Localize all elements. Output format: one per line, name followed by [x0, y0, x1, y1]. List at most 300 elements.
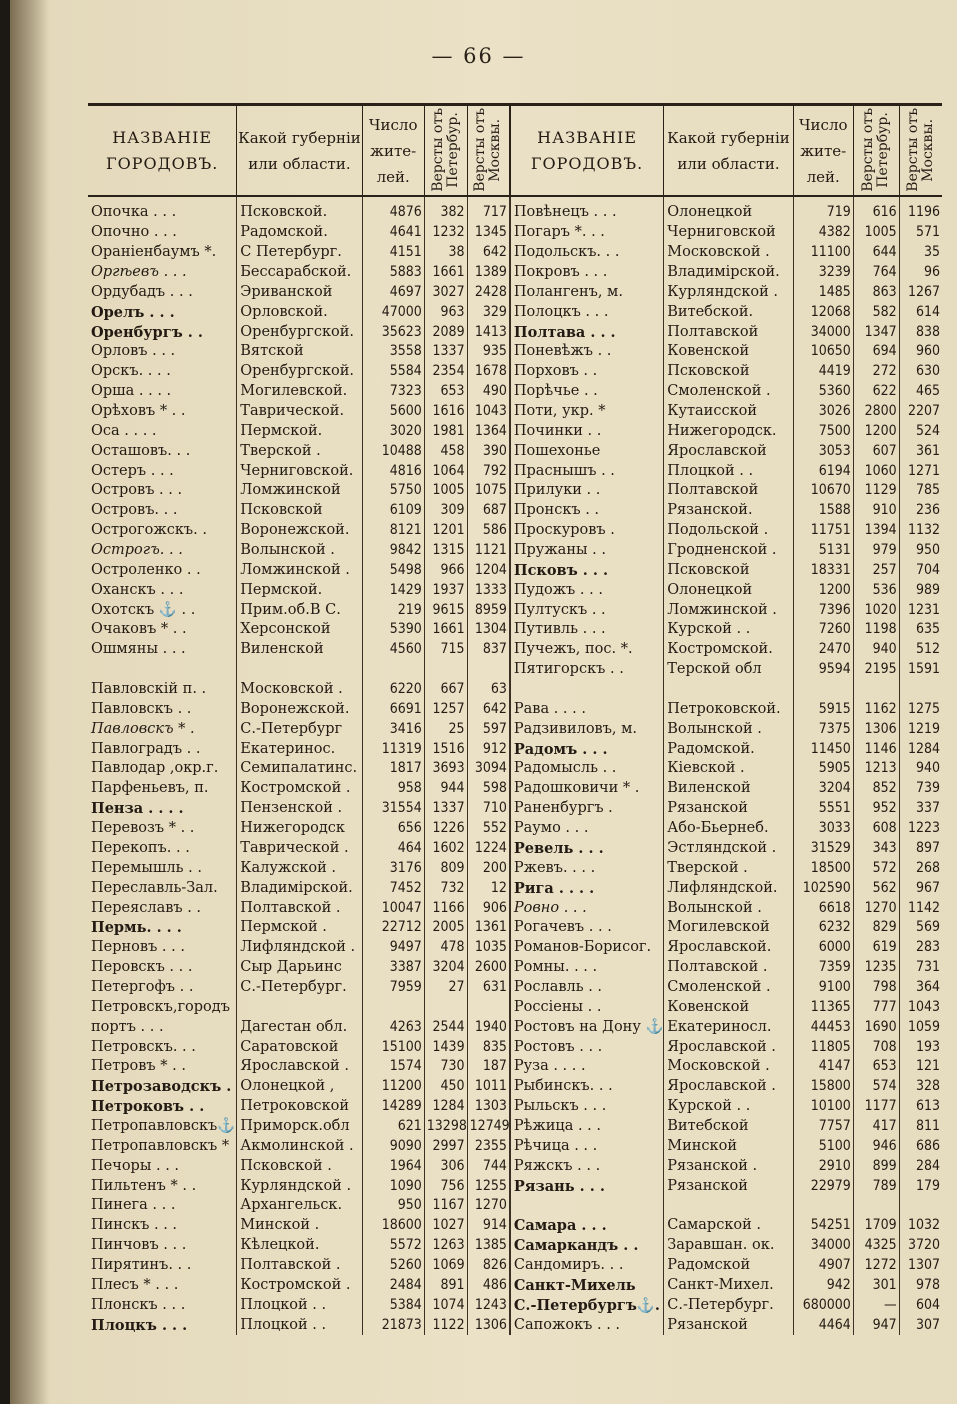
town-name-left: Острогожскъ. . [91, 522, 207, 539]
town-name-left: Орелъ . . . [91, 303, 175, 321]
versts-spb-right: 708 [853, 1037, 899, 1057]
towns-table [88, 103, 942, 1335]
province-right: Костромской. [664, 640, 793, 660]
town-name-right: Пронскъ . . [510, 501, 664, 521]
versts-spb-right: 863 [853, 282, 899, 302]
town-name-right: Ровно . . . [510, 898, 664, 918]
province-right: Подольской . [664, 521, 793, 541]
town-name-left: Остроленко . . [91, 561, 201, 578]
versts-msk-right: 604 [899, 1295, 942, 1315]
province-left: Костромской . [237, 1275, 362, 1295]
table-row [88, 1256, 942, 1276]
population-left: 5498 [362, 560, 424, 580]
versts-msk-right: 1059 [899, 1017, 942, 1037]
population-right: 54251 [793, 1216, 853, 1236]
versts-spb-left: 1263 [424, 1236, 467, 1256]
town-name-left: Петрозаводскъ . [91, 1078, 232, 1096]
versts-msk-left: 598 [467, 779, 510, 799]
versts-msk-left: 8959 [467, 600, 510, 620]
versts-spb-left: 1284 [424, 1097, 467, 1117]
town-name-right: Рига . . . . [510, 878, 664, 898]
versts-msk-left: 597 [467, 719, 510, 739]
versts-msk-left: 826 [467, 1256, 510, 1276]
versts-msk-right: 1032 [899, 1216, 942, 1236]
versts-msk-left: 586 [467, 521, 510, 541]
population-right: 3239 [793, 263, 853, 283]
versts-spb-left: 1257 [424, 699, 467, 719]
table-row [88, 441, 942, 461]
header-name-2: НАЗВАНІЕ ГОРОДОВЪ. [510, 105, 664, 197]
province-right: Петроковской. [664, 699, 793, 719]
versts-msk-right: 268 [899, 858, 942, 878]
population-left: 5584 [362, 362, 424, 382]
versts-msk-right: 512 [899, 640, 942, 660]
province-left: Орловской. [237, 302, 362, 322]
population-right: 5360 [793, 382, 853, 402]
town-name-left: Пирятинъ. . . [91, 1256, 192, 1273]
versts-msk-left: 1204 [467, 560, 510, 580]
versts-msk-left: 1413 [467, 322, 510, 342]
province-right: Волынской . [664, 898, 793, 918]
province-left: Минской . [237, 1216, 362, 1236]
versts-spb-left: 1661 [424, 620, 467, 640]
population-right: 10100 [793, 1097, 853, 1117]
versts-spb-right: 947 [853, 1315, 899, 1335]
province-left: Прим.об.В С. [237, 600, 362, 620]
table-row [88, 342, 942, 362]
population-left: 5572 [362, 1236, 424, 1256]
population-right: 34000 [793, 322, 853, 342]
versts-spb-left: 715 [424, 640, 467, 660]
table-row [88, 719, 942, 739]
versts-msk-left: 642 [467, 243, 510, 263]
province-left: Радомской. [237, 223, 362, 243]
table-row [88, 858, 942, 878]
versts-spb-left: 1064 [424, 461, 467, 481]
town-name-left: Парфеньевъ, п. [91, 780, 209, 797]
town-name-right: Сапожокъ . . . [510, 1315, 664, 1335]
versts-spb-right: 1162 [853, 699, 899, 719]
province-right: Виленской [664, 779, 793, 799]
versts-spb-left: 732 [424, 878, 467, 898]
province-left: Могилевской. [237, 382, 362, 402]
town-name-right: Ржевъ. . . . [510, 858, 664, 878]
town-name-right: Романов-Борисог. [510, 938, 664, 958]
versts-spb-left: 1069 [424, 1256, 467, 1276]
population-left: 5384 [362, 1295, 424, 1315]
versts-msk-right: 283 [899, 938, 942, 958]
town-name-left: Оса . . . . [91, 422, 157, 439]
town-name-right: Рогачевъ . . . [510, 918, 664, 938]
province-left: Семипалатинс. [237, 759, 362, 779]
versts-spb-right: 798 [853, 978, 899, 998]
versts-msk-left: 1678 [467, 362, 510, 382]
versts-spb-right: 1347 [853, 322, 899, 342]
town-name-right: Повѣнецъ . . . [510, 196, 664, 223]
versts-msk-right: 569 [899, 918, 942, 938]
versts-spb-left: 3693 [424, 759, 467, 779]
versts-msk-right [899, 1196, 942, 1216]
table-row [88, 839, 942, 859]
town-name-right: Рѣжица . . . [510, 1117, 664, 1137]
population-left: 9497 [362, 938, 424, 958]
population-right: 12068 [793, 302, 853, 322]
versts-msk-right: 1043 [899, 997, 942, 1017]
province-left: Олонецкой , [237, 1077, 362, 1097]
versts-msk-left: 187 [467, 1057, 510, 1077]
versts-msk-right: 811 [899, 1117, 942, 1137]
versts-msk-left: 2428 [467, 282, 510, 302]
versts-msk-right: 179 [899, 1176, 942, 1196]
town-name-left: Оргѣевъ . . . [91, 264, 187, 280]
town-name-left: Орша . . . . [91, 383, 172, 400]
population-left: 4151 [362, 243, 424, 263]
town-name-left: Пермь. . . . [91, 919, 182, 937]
town-name-left: Плонскъ . . . [91, 1296, 186, 1313]
header-name: НАЗВАНІЕ ГОРОДОВЪ. [88, 105, 237, 197]
versts-spb-left: 1981 [424, 421, 467, 441]
versts-spb-right: 608 [853, 819, 899, 839]
population-right: 34000 [793, 1236, 853, 1256]
versts-spb-left: 13298 [424, 1117, 467, 1137]
versts-msk-left: 687 [467, 501, 510, 521]
population-right: 4907 [793, 1256, 853, 1276]
versts-msk-left: 552 [467, 819, 510, 839]
versts-spb-right: 257 [853, 560, 899, 580]
table-row [88, 243, 942, 263]
versts-spb-right: 417 [853, 1117, 899, 1137]
versts-spb-left: 478 [424, 938, 467, 958]
versts-spb-right: 1394 [853, 521, 899, 541]
versts-msk-right: 950 [899, 541, 942, 561]
town-name-right: Руза . . . . [510, 1057, 664, 1077]
table-row [88, 196, 942, 223]
versts-spb-left: 1201 [424, 521, 467, 541]
versts-spb-left: 458 [424, 441, 467, 461]
town-name-left: Очаковъ * . . [91, 621, 187, 638]
population-right: 5131 [793, 541, 853, 561]
town-name-right: Ревель . . . [510, 839, 664, 859]
versts-msk-right: 1223 [899, 819, 942, 839]
versts-msk-left: 490 [467, 382, 510, 402]
versts-msk-right: 1275 [899, 699, 942, 719]
population-left: 35623 [362, 322, 424, 342]
town-name-right: Подольскъ. . . [510, 243, 664, 263]
versts-spb-right: 622 [853, 382, 899, 402]
versts-spb-left: 1166 [424, 898, 467, 918]
versts-spb-right: 1272 [853, 1256, 899, 1276]
population-left: 3416 [362, 719, 424, 739]
town-name-right: Пятигорскъ . . [510, 660, 664, 680]
town-name-left: Пинчовъ . . . [91, 1237, 187, 1254]
province-right: Лифляндской. [664, 878, 793, 898]
population-right: 10670 [793, 481, 853, 501]
table-row [88, 1295, 942, 1315]
population-left: 4263 [362, 1017, 424, 1037]
population-left: 1090 [362, 1176, 424, 1196]
town-name-right: Полоцкъ . . . [510, 302, 664, 322]
versts-spb-left: 1937 [424, 580, 467, 600]
versts-spb-left: 809 [424, 858, 467, 878]
versts-msk-left: 835 [467, 1037, 510, 1057]
town-name-right: Пудожъ . . . [510, 580, 664, 600]
versts-spb-right: 946 [853, 1136, 899, 1156]
versts-msk-right: 1284 [899, 739, 942, 759]
table-row [88, 1117, 942, 1137]
versts-msk-right: 630 [899, 362, 942, 382]
province-right: Гродненской . [664, 541, 793, 561]
population-left: 621 [362, 1117, 424, 1137]
population-right: 5551 [793, 799, 853, 819]
population-left: 5390 [362, 620, 424, 640]
town-name-left: Оренбургъ . . [91, 323, 203, 341]
population-left: 464 [362, 839, 424, 859]
province-left: Черниговской. [237, 461, 362, 481]
versts-spb-left: 2354 [424, 362, 467, 382]
town-name-right: Ростовъ на Дону ⚓ [510, 1017, 664, 1037]
town-name-left: Опочка . . . [91, 204, 177, 221]
province-left: Московской . [237, 680, 362, 700]
versts-spb-left: 891 [424, 1275, 467, 1295]
versts-msk-left: 1121 [467, 541, 510, 561]
versts-msk-left: 744 [467, 1156, 510, 1176]
versts-spb-right: 1709 [853, 1216, 899, 1236]
town-name-right: Проскуровъ . [510, 521, 664, 541]
versts-spb-right: 572 [853, 858, 899, 878]
table-row [88, 1077, 942, 1097]
town-name-left: Орловъ . . . [91, 343, 176, 360]
versts-spb-left: 3204 [424, 958, 467, 978]
province-left: Эриванской [237, 282, 362, 302]
province-left: Костромской . [237, 779, 362, 799]
province-right: Минской [664, 1136, 793, 1156]
province-right: Рязанской [664, 799, 793, 819]
versts-msk-right: 613 [899, 1097, 942, 1117]
population-right: 11751 [793, 521, 853, 541]
table-row [88, 898, 942, 918]
versts-spb-left: 27 [424, 978, 467, 998]
town-name-right: Починки . . [510, 421, 664, 441]
versts-spb-right: 607 [853, 441, 899, 461]
population-left: 8121 [362, 521, 424, 541]
province-left: Волынской . [237, 541, 362, 561]
versts-spb-right: — [853, 1295, 899, 1315]
province-left: Владимірской. [237, 878, 362, 898]
versts-msk-left: 1306 [467, 1315, 510, 1335]
versts-msk-left: 1345 [467, 223, 510, 243]
province-left: Пермской. [237, 421, 362, 441]
town-name-right: Ряжскъ . . . [510, 1156, 664, 1176]
versts-msk-left: 12 [467, 878, 510, 898]
versts-msk-left [467, 660, 510, 680]
town-name-right: Поти, укр. * [510, 402, 664, 422]
population-right: 7500 [793, 421, 853, 441]
population-left: 15100 [362, 1037, 424, 1057]
population-right: 5100 [793, 1136, 853, 1156]
versts-spb-right: 536 [853, 580, 899, 600]
versts-msk-right: 96 [899, 263, 942, 283]
versts-msk-right: 739 [899, 779, 942, 799]
table-row [88, 481, 942, 501]
province-left [237, 997, 362, 1017]
population-left: 9842 [362, 541, 424, 561]
population-right: 22979 [793, 1176, 853, 1196]
province-left: Кѣлецкой. [237, 1236, 362, 1256]
population-left: 10047 [362, 898, 424, 918]
town-name-right: Полангенъ, м. [510, 282, 664, 302]
town-name-right: Порѣчье . . [510, 382, 664, 402]
population-left: 6691 [362, 699, 424, 719]
versts-msk-right: 1142 [899, 898, 942, 918]
town-name-right: Радомысль . . [510, 759, 664, 779]
province-right: Московской . [664, 243, 793, 263]
town-name-left: Перовскъ . . . [91, 959, 193, 976]
province-left: Псковской. [237, 196, 362, 223]
province-right: Кіевской . [664, 759, 793, 779]
province-right: Рязанской [664, 1176, 793, 1196]
versts-spb-left: 3027 [424, 282, 467, 302]
versts-msk-left: 631 [467, 978, 510, 998]
population-left: 3176 [362, 858, 424, 878]
province-right: Курской . . [664, 620, 793, 640]
table-row [88, 521, 942, 541]
population-right: 7359 [793, 958, 853, 978]
town-name-right: Самара . . . [510, 1216, 664, 1236]
town-name-right: Пружаны . . [510, 541, 664, 561]
population-right: 9100 [793, 978, 853, 998]
province-right: Тверской . [664, 858, 793, 878]
town-name-left: портъ . . . [91, 1018, 164, 1035]
town-name-left: Перемышль . . [91, 859, 202, 876]
versts-msk-right: 524 [899, 421, 942, 441]
town-name-left: Павловскій п. . [91, 681, 207, 698]
versts-spb-left: 756 [424, 1176, 467, 1196]
town-name-right: Праснышъ . . [510, 461, 664, 481]
table-row [88, 1037, 942, 1057]
table-row [88, 1136, 942, 1156]
province-right: Курской . . [664, 1097, 793, 1117]
population-right: 5915 [793, 699, 853, 719]
header-from-spb-2: Версты отъ Петербур. [853, 105, 899, 197]
town-name-right: Раумо . . . [510, 819, 664, 839]
province-right: Рязанской . [664, 1156, 793, 1176]
versts-msk-left: 914 [467, 1216, 510, 1236]
town-name-left [88, 660, 237, 680]
town-name-left: Перевозъ * . . [91, 820, 195, 837]
versts-msk-right: 364 [899, 978, 942, 998]
versts-spb-left: 1122 [424, 1315, 467, 1335]
province-left: Псковской [237, 501, 362, 521]
province-right: Могилевской [664, 918, 793, 938]
versts-spb-right: 1198 [853, 620, 899, 640]
population-right [793, 1196, 853, 1216]
population-right: 31529 [793, 839, 853, 859]
province-right: Ярославской . [664, 1037, 793, 1057]
versts-spb-right: 1200 [853, 421, 899, 441]
header-from-spb: Версты отъ Петербур. [424, 105, 467, 197]
table-row [88, 1176, 942, 1196]
population-left: 11319 [362, 739, 424, 759]
province-right: Плоцкой . . [664, 461, 793, 481]
town-name-right: Полтава . . . [510, 322, 664, 342]
province-left: Оренбургской. [237, 362, 362, 382]
town-name-left: Павловскъ . . [91, 700, 192, 717]
province-left: Ломжинской . [237, 560, 362, 580]
versts-spb-left: 963 [424, 302, 467, 322]
province-right: Рязанской. [664, 501, 793, 521]
table-row [88, 600, 942, 620]
table-row [88, 1275, 942, 1295]
versts-msk-left: 1270 [467, 1196, 510, 1216]
town-name-left: Петергофъ . . [91, 978, 194, 995]
population-right: 44453 [793, 1017, 853, 1037]
page-number: — 66 — [431, 44, 526, 68]
versts-msk-left: 1389 [467, 263, 510, 283]
versts-msk-right: 731 [899, 958, 942, 978]
header-from-msk: Версты отъ Москвы. [467, 105, 510, 197]
versts-spb-right: 301 [853, 1275, 899, 1295]
town-name-left: Опочно . . . [91, 224, 177, 241]
population-right: 2910 [793, 1156, 853, 1176]
versts-spb-right: 1235 [853, 958, 899, 978]
province-left: Приморск.обл [237, 1117, 362, 1137]
population-right: 11365 [793, 997, 853, 1017]
province-right: Витебской. [664, 302, 793, 322]
versts-msk-right: 1231 [899, 600, 942, 620]
table-row [88, 421, 942, 441]
versts-msk-left: 935 [467, 342, 510, 362]
town-name-right: Самаркандъ . . [510, 1236, 664, 1256]
versts-spb-right: 777 [853, 997, 899, 1017]
town-name-left: Павлодар ,окр.г. [91, 760, 219, 777]
table-row [88, 978, 942, 998]
town-name-right: Покровъ . . . [510, 263, 664, 283]
versts-msk-left: 906 [467, 898, 510, 918]
town-name-left: Петровскъ. . . [91, 1038, 196, 1055]
versts-spb-right: 1020 [853, 600, 899, 620]
town-name-left: Островъ . . . [91, 482, 183, 499]
province-right: Олонецкой [664, 580, 793, 600]
versts-msk-left: 1361 [467, 918, 510, 938]
versts-spb-right: 1270 [853, 898, 899, 918]
town-name-right: Рѣчица . . . [510, 1136, 664, 1156]
versts-spb-right: 1177 [853, 1097, 899, 1117]
town-name-left: Перекопъ. . . [91, 839, 190, 856]
province-left: Пермской. [237, 580, 362, 600]
table-row [88, 322, 942, 342]
province-left: Саратовской [237, 1037, 362, 1057]
population-right: 15800 [793, 1077, 853, 1097]
province-left: С.-Петербург [237, 719, 362, 739]
province-right: Полтавской [664, 481, 793, 501]
population-right: 3204 [793, 779, 853, 799]
province-right: Заравшан. ок. [664, 1236, 793, 1256]
table-row [88, 402, 942, 422]
versts-spb-right: 1146 [853, 739, 899, 759]
table-row [88, 282, 942, 302]
province-right: Смоленской . [664, 382, 793, 402]
population-right: 7260 [793, 620, 853, 640]
population-right: 942 [793, 1275, 853, 1295]
town-name-right [510, 1196, 664, 1216]
versts-spb-right: 910 [853, 501, 899, 521]
population-right: 3053 [793, 441, 853, 461]
town-name-right: Ростовъ . . . [510, 1037, 664, 1057]
province-left: Тверской . [237, 441, 362, 461]
town-name-right: Раненбургъ . [510, 799, 664, 819]
table-row [88, 680, 942, 700]
province-right: Черниговской [664, 223, 793, 243]
